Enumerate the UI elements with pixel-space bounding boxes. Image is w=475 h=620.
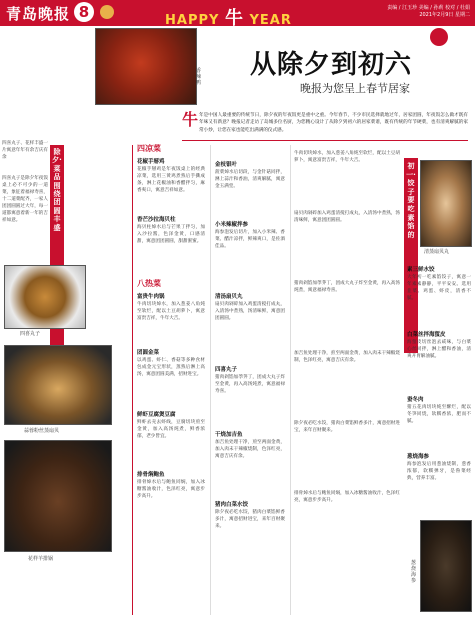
dish-title: 排骨焖鲍鱼 (137, 472, 165, 478)
subheadline: 晚报为您呈上春节居家 (300, 82, 410, 95)
headline: 从除夕到初六 (250, 50, 413, 80)
dish-text: 海参泡发后切片，加入小米辣、香菜、醋汁凉拌，鲜辣爽口，是佐酒佳品。 (215, 230, 285, 249)
dish-text: 除夕夜必吃水饺，猪肉白菜馅鲜香多汁，寓意招财进宝，来年百财聚来。 (294, 421, 400, 433)
divider (182, 140, 468, 141)
dish-title: 金枝银叶 (215, 162, 238, 168)
dish-title: 富贵牛肉锅 (137, 294, 165, 300)
column-divider (132, 145, 133, 615)
dish-text: 以鸡蛋、虾仁、香菇等多种食材包成金元宝形状，蒸熟后淋上高汤，寓意团圆美满，招财进宝。 (137, 358, 205, 377)
dish-text: 加吉鱼处理干净，煎至两面金黄，加入肉末干辣椒烧制，色泽红亮，寓意吉庆有余。 (294, 351, 400, 363)
intro-text: 年是中国人最重要的传统节日，除夕夜的年夜饭更是重中之重。今年春节，不少市民选择就地过年，居家团圆，年夜饭怎么做才既有年味又有新意？晚报记者走访了岛城多位名厨，为您精心设计了从除夕到初六的居家菜谱，既有传统的年节硬菜，也有清爽解腻的家常小炒，让您在家也能吃出满满的仪式感。 (199, 113, 468, 133)
date-line (325, 5, 470, 19)
dish-text: 海贝柱焯水后与芒果丁拌匀，加入沙拉酱，色泽金黄，口感清甜，寓意团团圆圆，甜甜蜜蜜。 (137, 225, 205, 244)
page-number: 8 (74, 2, 94, 22)
dish-text: 海蜇皮切丝泡去咸味，与白菜心丝同拌，淋上醋和香油，清爽开胃解油腻。 (407, 340, 471, 359)
dish-text: 猪五花肉切块炖至酥烂，配以冬笋同烧，软糯香浓，肥而不腻。 (407, 405, 471, 424)
dish-title: 鲜虾豆腐煲豆腐 (137, 412, 176, 418)
dish-text: 花椒手掰鸡是年夜饭桌上的经典凉菜，选用三黄鸡煮熟后手撕成条，淋上花椒油和香醋拌匀，麻香爽口，寓意吉祥如意。 (137, 167, 205, 193)
happy-new-year-banner (165, 4, 292, 30)
dish-text: 排骨焯水后与鲍鱼同焖，加入冰糖酱油收汁，色泽红亮，寓意步步高升。 (137, 480, 205, 499)
banner-char: 牛 (224, 8, 244, 29)
paper-name: 青岛晚报 (6, 5, 71, 23)
dish-title: 团圆金菜 (137, 350, 160, 356)
dish-text: 猪肉剁馅加荸荠丁，团成大丸子炸至金黄，再入高汤炖煮，寓意福禄寿喜。 (294, 281, 400, 293)
dish-text: 扇贝肉剁碎加入鸡蛋清搅打成丸，入清汤中煮熟，汤清味鲜，寓意团团圆圆。 (215, 302, 285, 321)
photo-caption: 葱烧海参 (411, 560, 417, 584)
date: 2021年2月9日 星期二 (419, 12, 470, 18)
dish-text: 海参泡发后用葱油烧制，葱香浓郁，软糯弹牙，是鲁菜经典，营养丰富。 (407, 462, 471, 481)
dish-text: 排骨焯水后与鲍鱼同焖，加入冰糖酱油收汁，色泽红亮，寓意步步高升。 (294, 491, 400, 503)
banner-suffix: YEAR (249, 13, 292, 28)
dish-text: 牛肉切块焯水，加入葱姜八角炖至软烂，配以土豆胡萝卜，寓意富贵吉祥，牛年大吉。 (294, 151, 400, 163)
lamb-hotpot-photo (4, 440, 112, 552)
dish-text: 大年初一吃素馅饺子，寓意一年素素静静，平平安安。选用韭菜、鸡蛋、虾皮，清香不腻。 (407, 275, 471, 301)
sidebar-red-column-text: 除夕·菜品围绕团圆丰盛 (52, 148, 62, 232)
crayfish-photo (95, 28, 197, 105)
photo-caption: 花样羊排锅 (28, 556, 54, 562)
sixi-meatball-photo (4, 265, 86, 329)
dish-text: 除夕夜必吃水饺，猪肉白菜馅鲜香多汁，寓意招财进宝，来年百财聚来。 (215, 510, 285, 529)
column-divider (290, 145, 291, 615)
column-divider (210, 145, 211, 615)
dish-title: 蚕冬肉 (407, 397, 424, 403)
scallop-photo (4, 345, 112, 425)
dish-text: 鲜虾去壳去虾线，豆腐切块煎至金黄，加入高汤炖煮，鲜香浓郁，老少皆宜。 (137, 420, 205, 439)
dish-text: 加吉鱼处理干净，煎至两面金黄，加入肉末干辣椒烧制，色泽红亮，寓意吉庆有余。 (215, 440, 285, 459)
dish-title: 葱烧海参 (407, 454, 430, 460)
dish-title: 小米辣椒拌参 (215, 222, 249, 228)
right-red-column-text: 初一·饺子要吃素馅的 (406, 162, 416, 239)
dish-text: 猪肉剁馅加荸荠丁，团成大丸子炸至金黄，再入高汤炖煮，寓意福禄寿喜。 (215, 375, 285, 394)
photo-caption: 清蒸扇贝丸 (424, 249, 450, 255)
dish-title: 清汤扇贝丸 (215, 294, 243, 300)
banner-prefix: HAPPY (165, 13, 220, 28)
photo-caption: 蒜蓉粉丝蒸扇贝 (24, 428, 60, 434)
dish-title: 白菜丝拌海蜇皮 (407, 332, 446, 338)
section-title: 四凉菜 (137, 144, 161, 153)
lantern-icon (100, 5, 114, 19)
sidebar-small-text: 四喜丸子、花样丰盛一片寓意年年有余吉庆有余 (2, 141, 48, 160)
dish-text: 牛肉切块焯水，加入葱姜八角炖至软烂，配以土豆胡萝卜，寓意富贵吉祥，牛年大吉。 (137, 302, 205, 321)
sidebar-body-text: 四喜丸子是除夕年夜饭桌上必不可少的一道菜，象征着福禄寿喜，十二道菜配齐，一家人团团圆圆过大年，每一道都寓意着新一年的吉祥如意。 (2, 176, 48, 223)
dish-text: 菠菜焯水后切段，与金针菇同拌，淋上蒜汁和香油，清爽解腻，寓意金玉满堂。 (215, 170, 285, 189)
dish-title: 素三鲜水饺 (407, 267, 435, 273)
photo-caption: 香辣鸭 (196, 68, 202, 86)
intro-paragraph (182, 112, 468, 134)
dish-title: 干烧加吉鱼 (215, 432, 243, 438)
dish-text: 扇贝肉剁碎加入鸡蛋清搅打成丸，入清汤中煮熟，汤清味鲜，寓意团团圆圆。 (294, 211, 400, 223)
dish-title: 猪肉白菜水饺 (215, 502, 249, 508)
section-title: 八热菜 (137, 279, 161, 288)
photo-caption: 四喜丸子 (20, 331, 41, 337)
lantern-icon (430, 28, 448, 46)
drop-cap: 牛 (182, 110, 199, 129)
editor-line: 责编 / 江玉珍 美编 / 孙莉 校对 / 杜娟 (387, 5, 470, 11)
dish-title: 花椒手掰鸡 (137, 159, 165, 165)
scallop-ball-photo (420, 160, 472, 247)
dish-title: 四喜丸子 (215, 367, 238, 373)
dish-title: 香芒沙拉海贝柱 (137, 217, 176, 223)
sea-cucumber-photo (420, 520, 472, 612)
